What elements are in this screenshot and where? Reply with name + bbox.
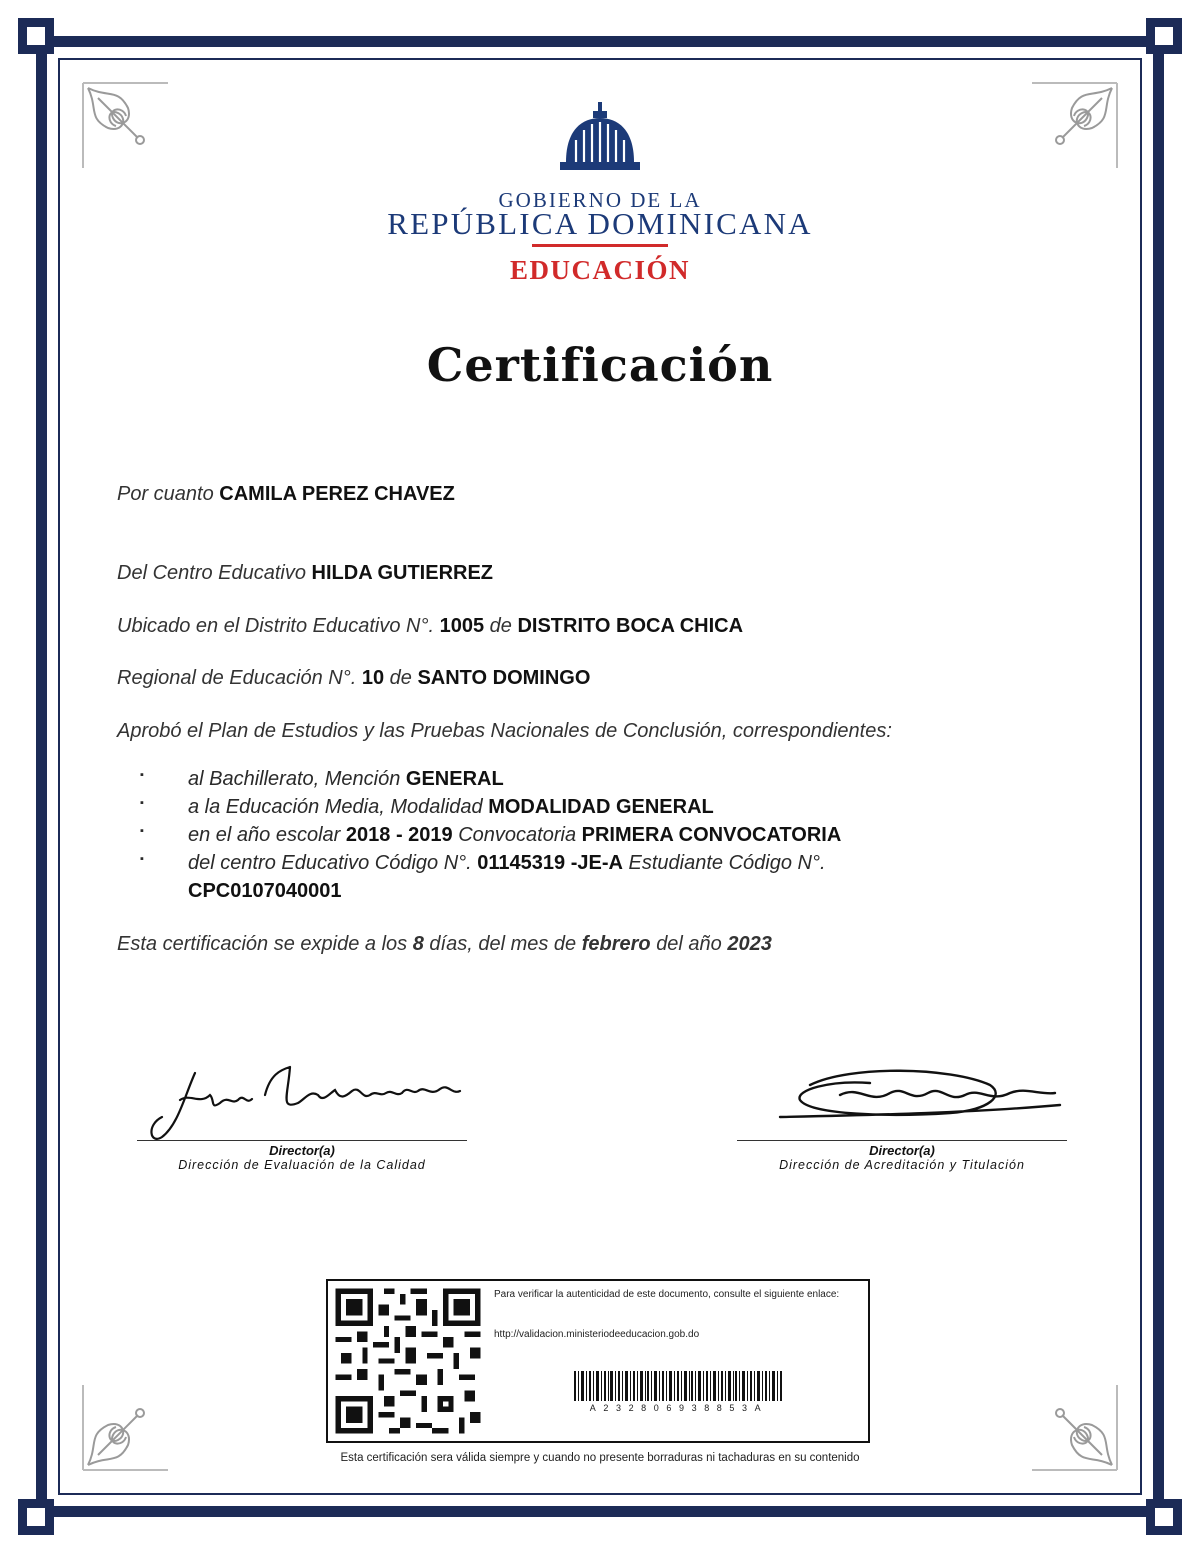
issue-month: febrero <box>581 933 651 955</box>
center-prefix: Del Centro Educativo <box>117 562 306 584</box>
issue-text-1: Esta certificación se expide a los <box>117 933 408 955</box>
student-code-row <box>140 880 841 908</box>
government-logo <box>360 100 840 290</box>
center-code-label: del centro Educativo Código N°. <box>188 852 472 874</box>
ornament-icon-top-right <box>1027 78 1122 173</box>
ornament-icon-top-left <box>78 78 173 173</box>
signer-role-right: Director(a) <box>869 1143 935 1158</box>
approval-line <box>117 720 892 743</box>
signer-department-left: Dirección de Evaluación de la Calidad <box>178 1158 426 1172</box>
logo-line-government: GOBIERNO DE LA <box>498 188 702 212</box>
list-item <box>140 824 841 852</box>
ornament-icon-bottom-right <box>1027 1380 1122 1475</box>
student-prefix: Por cuanto <box>117 483 214 505</box>
signature-block-left <box>137 1140 467 1172</box>
center-code-value: 01145319 <box>477 852 566 874</box>
corner-square-bottom-right <box>1146 1499 1182 1535</box>
student-line <box>117 483 455 506</box>
logo-line-education: EDUCACIÓN <box>509 255 690 285</box>
district-prefix: Ubicado en el Distrito Educativo N°. <box>117 615 435 637</box>
signature-line-left <box>137 1140 467 1141</box>
ornament-icon-bottom-left <box>78 1380 173 1475</box>
regional-prefix: Regional de Educación N°. <box>117 667 357 689</box>
district-name: DISTRITO BOCA CHICA <box>517 615 744 637</box>
list-item <box>140 796 841 824</box>
bachillerato-label: al Bachillerato, Mención <box>188 768 401 790</box>
convocatoria-label: Convocatoria <box>458 824 577 846</box>
issue-text-2: días, del mes de <box>429 933 577 955</box>
regional-line <box>117 667 590 690</box>
district-connector: de <box>489 615 512 637</box>
modalidad-label: a la Educación Media, Modalidad <box>188 796 483 818</box>
center-line <box>117 562 493 585</box>
mencion-value: GENERAL <box>405 768 504 790</box>
center-name: HILDA GUTIERREZ <box>311 562 494 584</box>
verification-box <box>326 1279 870 1443</box>
signature-right <box>770 1055 1070 1135</box>
signer-role-left: Director(a) <box>269 1143 335 1158</box>
issue-text-3: del año <box>656 933 722 955</box>
verification-instructions: Para verificar la autenticidad de este documento, consulte el siguiente enlace: <box>494 1289 840 1300</box>
approval-text: Aprobó el Plan de Estudios y las Pruebas Nacionales de Conclusión, correspondientes: <box>117 720 892 742</box>
district-line <box>117 615 743 638</box>
signer-department-right: Dirección de Acreditación y Titulación <box>779 1158 1025 1172</box>
convocatoria-value: PRIMERA CONVOCATORIA <box>581 824 842 846</box>
signature-left <box>140 1055 480 1150</box>
studies-list <box>140 768 841 908</box>
regional-connector: de <box>389 667 412 689</box>
regional-number: 10 <box>361 667 385 689</box>
logo-divider <box>532 244 668 247</box>
list-item <box>140 852 841 880</box>
school-year-label: en el año escolar <box>188 824 341 846</box>
issue-year: 2023 <box>727 933 772 955</box>
list-item <box>140 768 841 796</box>
modalidad-value: MODALIDAD GENERAL <box>488 796 714 818</box>
signature-line-right <box>737 1140 1067 1141</box>
student-code-value: CPC0107040001 <box>188 880 342 902</box>
issue-line <box>117 933 772 956</box>
district-number: 1005 <box>439 615 485 637</box>
corner-square-top-right <box>1146 18 1182 54</box>
document-title: Certificación <box>426 338 774 392</box>
dome-icon <box>560 100 640 180</box>
logo-line-republic: REPÚBLICA DOMINICANA <box>387 206 813 241</box>
student-name: CAMILA PEREZ CHAVEZ <box>219 483 455 505</box>
student-code-label: Estudiante Código N°. <box>628 852 826 874</box>
barcode-icon <box>574 1371 784 1401</box>
regional-name: SANTO DOMINGO <box>417 667 591 689</box>
validity-note: Esta certificación sera válida siempre y cuando no presente borraduras ni tachaduras en su contenido <box>340 1452 860 1464</box>
verification-link[interactable]: http://validacion.ministeriodeeducacion.gob.do <box>494 1329 700 1340</box>
signature-block-right <box>737 1140 1067 1172</box>
corner-square-bottom-left <box>18 1499 54 1535</box>
corner-square-top-left <box>18 18 54 54</box>
barcode-number: A232806938853A <box>589 1403 769 1413</box>
qr-code-icon[interactable] <box>330 1283 486 1439</box>
issue-day: 8 <box>412 933 424 955</box>
center-code-suffix: -JE-A <box>570 852 623 874</box>
school-year-value: 2018 - 2019 <box>345 824 453 846</box>
